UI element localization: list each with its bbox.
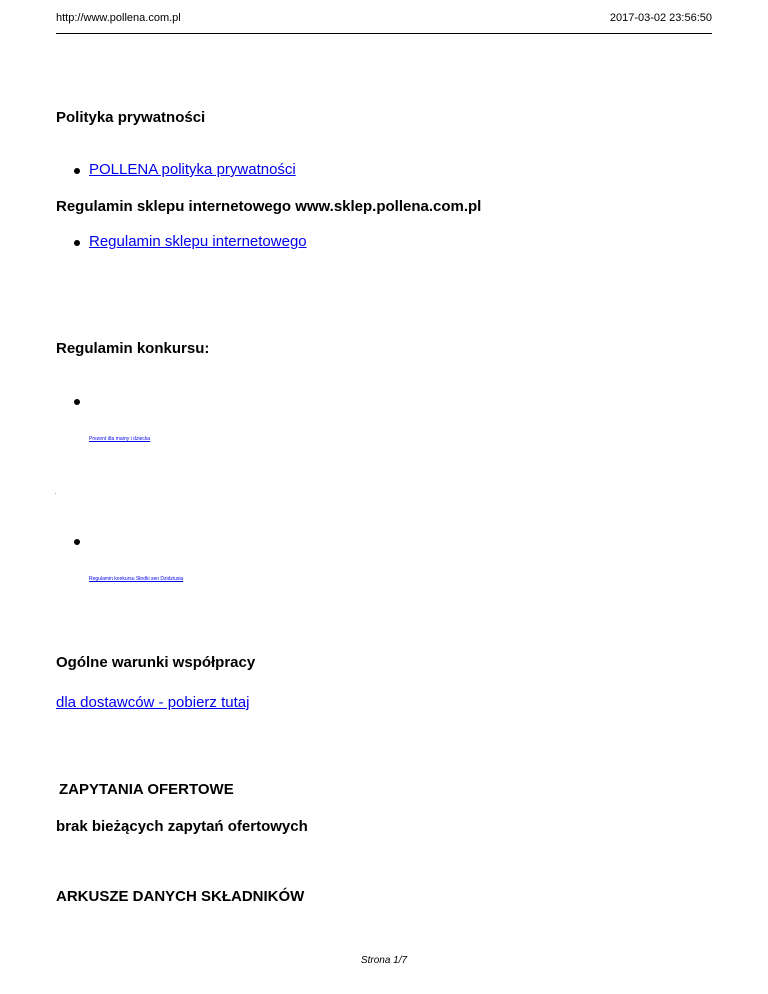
- contest-heading: Regulamin konkursu:: [56, 340, 210, 357]
- shop-rules-link[interactable]: Regulamin sklepu internetowego: [89, 233, 307, 250]
- header-url: http://www.pollena.com.pl: [56, 12, 181, 24]
- privacy-heading: Polityka prywatności: [56, 109, 206, 126]
- bullet-icon: [74, 539, 80, 545]
- bullet-icon: [74, 240, 80, 246]
- bullet-icon: [74, 399, 80, 405]
- privacy-policy-link[interactable]: POLLENA polityka prywatności: [89, 161, 296, 178]
- contest-link-gift[interactable]: Prezent dla mamy i dziecka: [89, 436, 151, 442]
- cooperation-heading: Ogólne warunki współpracy: [56, 654, 256, 671]
- contest-link-sweet-dreams[interactable]: Regulamin konkursu Słodki sen Dzidziusia: [89, 576, 184, 582]
- shop-rules-heading: Regulamin sklepu internetowego www.sklep.pollena.com.pl: [56, 198, 482, 215]
- header-divider: [56, 33, 712, 34]
- header-timestamp: 2017-03-02 23:56:50: [609, 12, 712, 24]
- offers-heading: ZAPYTANIA OFERTOWE: [59, 781, 234, 798]
- ingredients-heading: ARKUSZE DANYCH SKŁADNIKÓW: [56, 888, 305, 905]
- supplier-download-link[interactable]: dla dostawców - pobierz tutaj: [56, 694, 250, 711]
- page-number: Strona 1/7: [360, 955, 408, 966]
- separator-dot: .: [55, 490, 57, 496]
- offers-status: brak bieżących zapytań ofertowych: [56, 818, 308, 835]
- bullet-icon: [74, 168, 80, 174]
